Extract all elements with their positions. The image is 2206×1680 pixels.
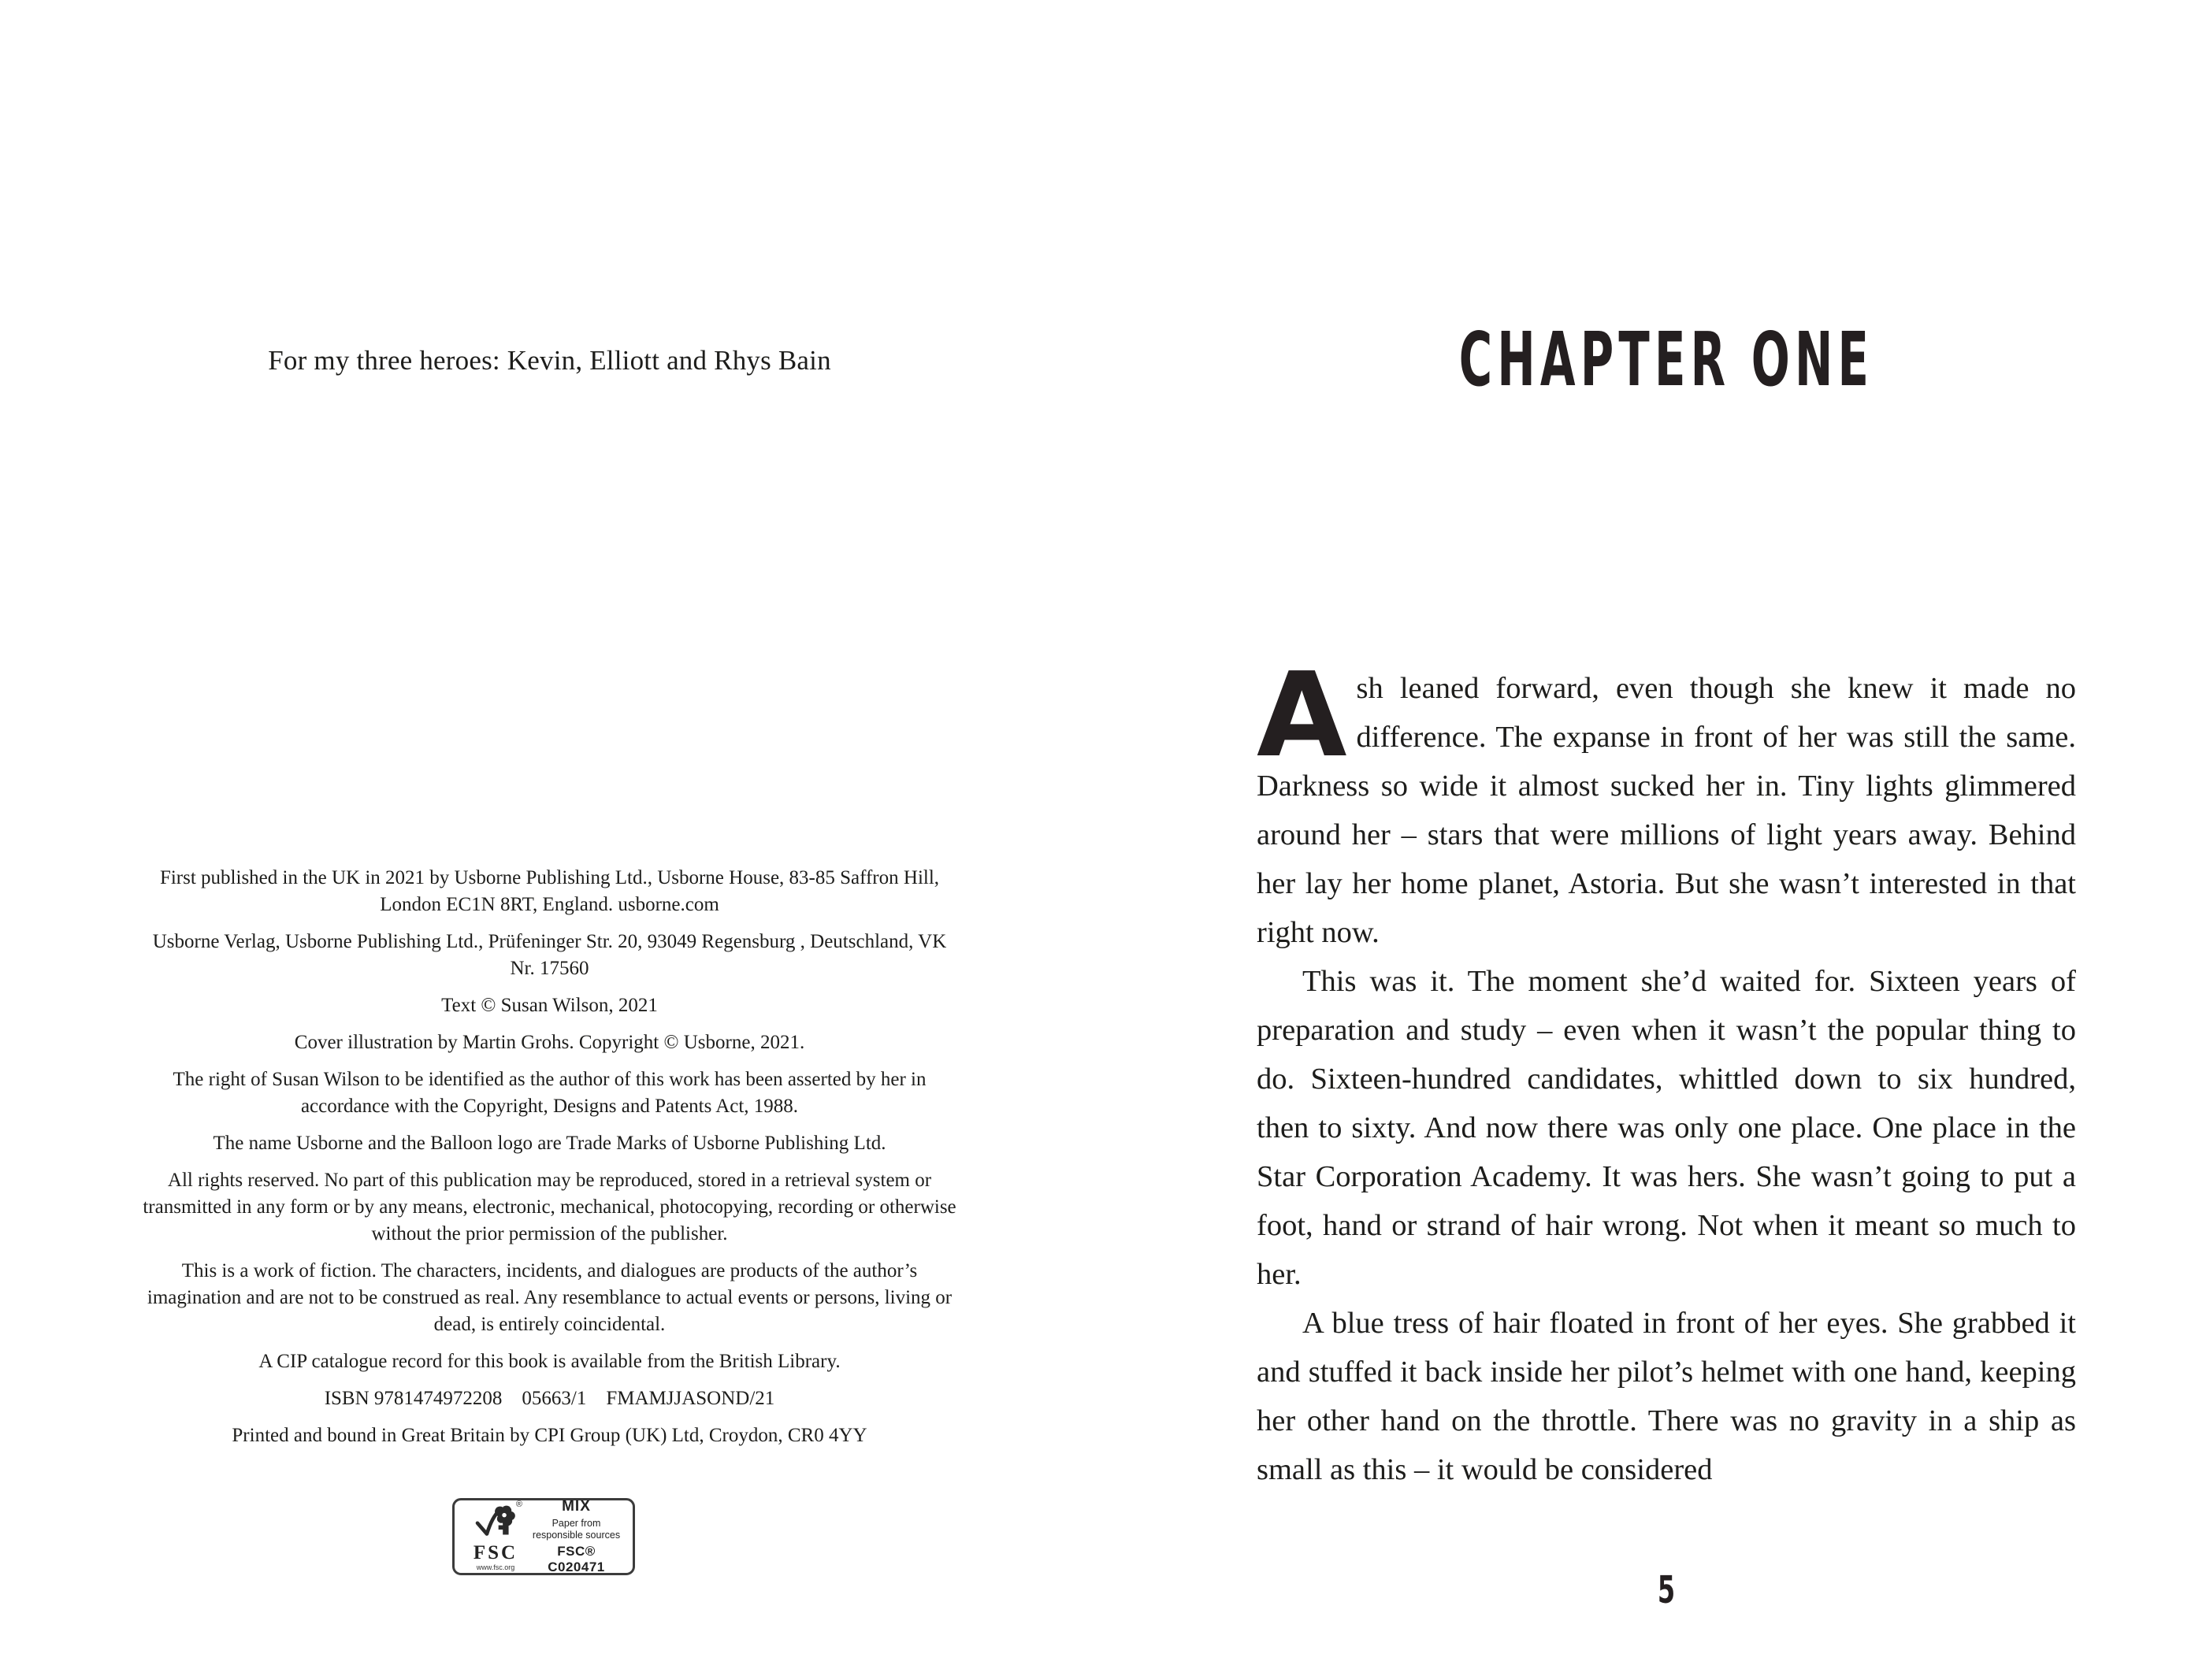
fsc-checkmark-tree-icon xyxy=(474,1503,518,1543)
fsc-logo-block xyxy=(464,1499,527,1571)
body-paragraph-1 xyxy=(1257,647,2076,957)
drop-cap-letter: A xyxy=(1257,647,1344,783)
body-paragraph-2: This was it. The moment she’d waited for. Sixteen years of preparation and study – even when it wasn’t the popular thing to do. Sixteen-hundred candidates, whittled down to six hundred, then to sixty. And now there was only one place. One place in the Star Corporation Academy. It was hers. She wasn’t going to put a foot, hand or strand of hair wrong. Not when it meant so much to her. xyxy=(1257,965,2076,1291)
right-page xyxy=(1103,0,2206,1680)
imprint-publisher-line: First published in the UK in 2021 by Usborne Publishing Ltd., Usborne House, 83-85 Saffron Hill, London EC1N 8RT, England. usborne.com xyxy=(159,867,940,915)
fsc-certificate-code: FSC® C020471 xyxy=(548,1543,605,1574)
imprint-rights-reserved: All rights reserved. No part of this publication may be reproduced, stored in a retrieval system or transmitted in any form or by any means, electronic, mechanical, photocopying, recording or otherwise without the prior permission of the publisher. xyxy=(143,1170,956,1244)
dedication-text: For my three heroes: Kevin, Elliott and Rhys Bain xyxy=(268,345,831,376)
chapter-body xyxy=(1257,647,2076,1494)
fsc-text-block xyxy=(527,1498,626,1575)
body-paragraph-3: A blue tress of hair floated in front of her eyes. She grabbed it and stuffed it back inside her pilot’s helmet with one hand, keeping her other hand on the throttle. There was no gravity in a ship as small as this – it would be considered xyxy=(1257,1307,2076,1486)
imprint-isbn: ISBN 9781474972208 05663/1 FMAMJJASOND/21 xyxy=(324,1388,775,1409)
imprint-author-right: The right of Susan Wilson to be identified as the author of this work has been asserted by her in accordance with the Copyright, Designs and Patents Act, 1988. xyxy=(173,1069,927,1117)
fsc-wordmark: FSC xyxy=(473,1541,518,1563)
chapter-title: CHAPTER ONE xyxy=(1458,317,1874,404)
imprint-printer: Printed and bound in Great Britain by CPI Group (UK) Ltd, Croydon, CR0 4YY xyxy=(232,1425,867,1446)
paragraph-1-text: sh leaned forward, even though she knew it made no difference. The expanse in front of her was still the same. Darkness so wide it almost sucked her in. Tiny lights glimmered around her – stars that were millions of light years away. Behind her lay her home planet, Astoria. But she wasn’t interested in that right now. xyxy=(1257,672,2076,949)
imprint-cover-credit: Cover illustration by Martin Grohs. Copyright © Usborne, 2021. xyxy=(294,1032,805,1053)
imprint-cip-record: A CIP catalogue record for this book is available from the British Library. xyxy=(258,1351,841,1372)
imprint-trademark: The name Usborne and the Balloon logo are Trade Marks of Usborne Publishing Ltd. xyxy=(213,1133,886,1154)
registered-trademark-symbol: ® xyxy=(515,1499,522,1509)
imprint-verlag-line: Usborne Verlag, Usborne Publishing Ltd., Prüfeninger Str. 20, 93049 Regensburg , Deutschland, VK Nr. 17560 xyxy=(152,931,947,979)
imprint-fiction-notice: This is a work of fiction. The characters, incidents, and dialogues are products of the author’s imagination and are not to be construed as real. Any resemblance to actual events or persons, living or dead, is entirely coincidental. xyxy=(147,1260,953,1335)
imprint-text-copyright: Text © Susan Wilson, 2021 xyxy=(441,995,658,1016)
fsc-tagline: Paper from responsible sources xyxy=(532,1518,621,1541)
fsc-certification-label xyxy=(452,1498,635,1575)
page-number: 5 xyxy=(1657,1569,1676,1613)
fsc-mix-label: MIX xyxy=(562,1498,591,1515)
imprint-block xyxy=(142,865,957,1459)
fsc-website: www.fsc.org xyxy=(476,1563,515,1571)
